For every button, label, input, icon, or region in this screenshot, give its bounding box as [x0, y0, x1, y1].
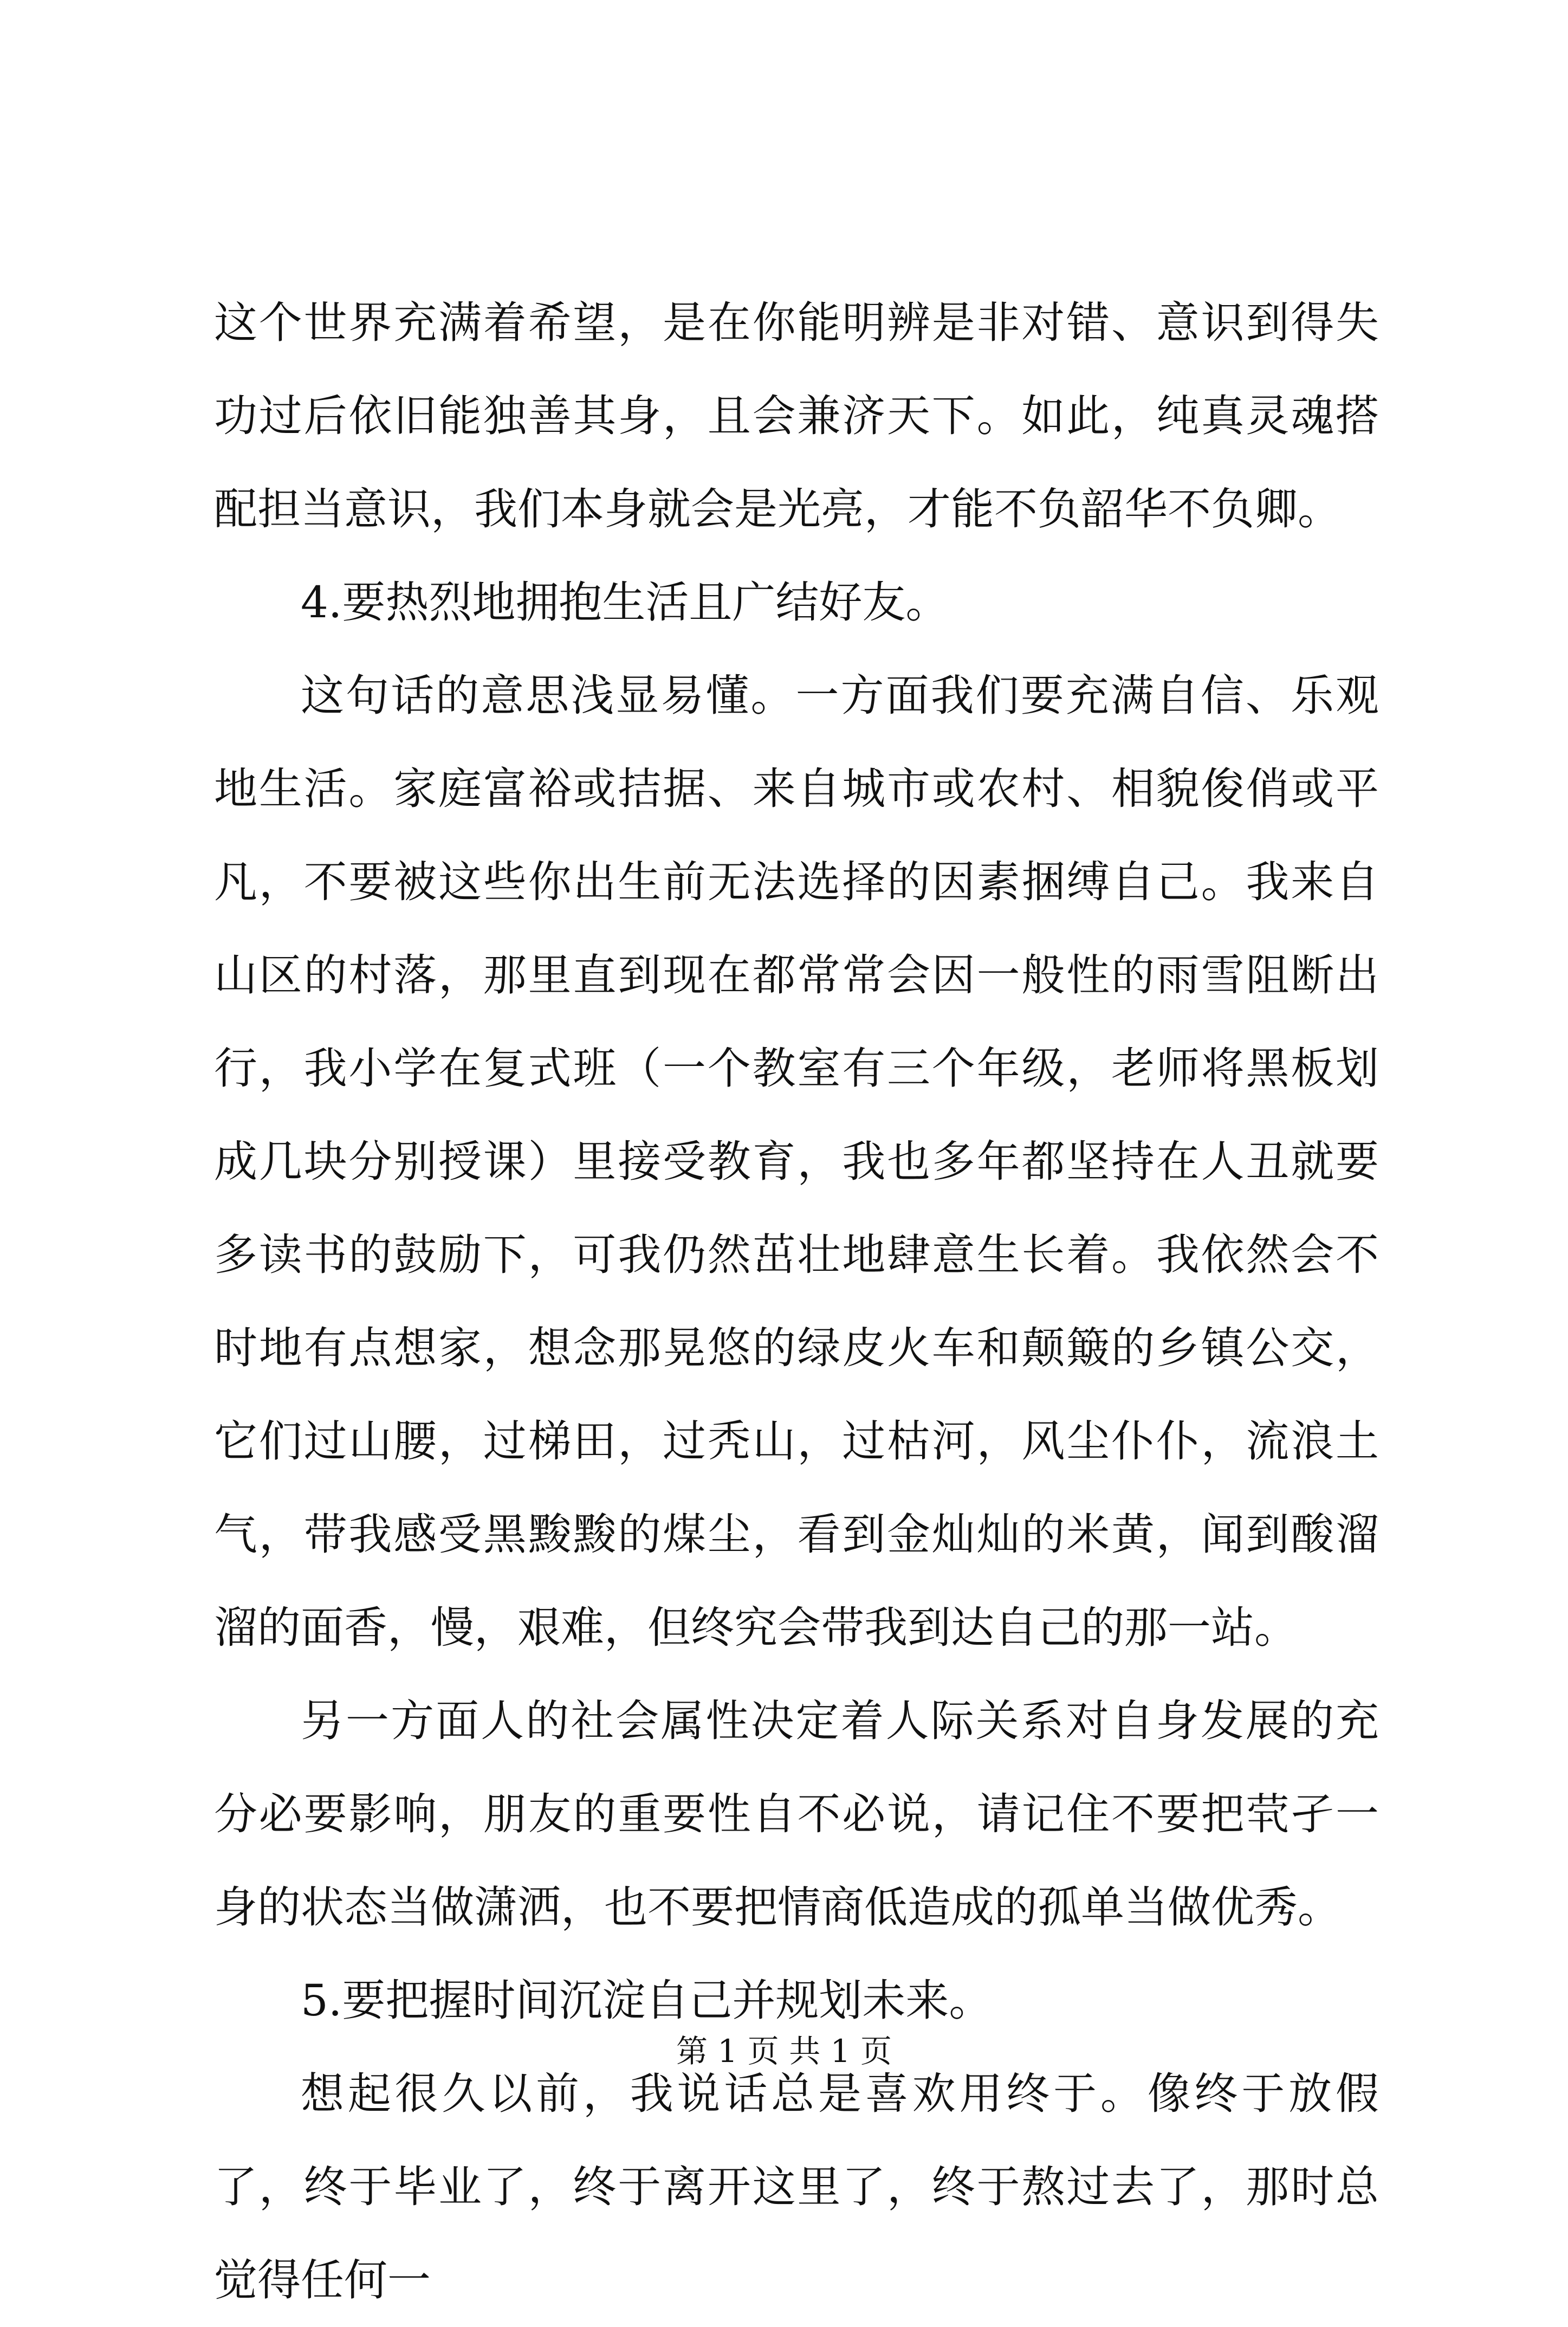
document-body — [214, 276, 1379, 2327]
paragraph-time: 想起很久以前，我说话总是喜欢用终于。像终于放假了，终于毕业了，终于离开这里了，终于熬过去了，那时总觉得任何一 — [214, 2069, 1379, 2305]
page-number-footer: 第 1 页 共 1 页 — [676, 2033, 892, 2070]
heading-item-5: 5.要把握时间沉淀自己并规划未来。 — [301, 1975, 993, 2026]
paragraph-life: 这句话的意思浅显易懂。一方面我们要充满自信、乐观地生活。家庭富裕或拮据、来自城市或农村、相貌俊俏或平凡，不要被这些你出生前无法选择的因素捆缚自己。我来自山区的村落，那里直到现在都常常会因一般性的雨雪阻断出行，我小学在复式班（一个教室有三个年级，老师将黑板划成几块分别授课）里接受教育，我也多年都坚持在人丑就要多读书的鼓励下，可我仍然茁壮地肆意生长着。我依然会不时地有点想家，想念那晃悠的绿皮火车和颠簸的乡镇公交，它们过山腰，过梯田，过秃山，过枯河，风尘仆仆，流浪土气，带我感受黑黢黢的煤尘，看到金灿灿的米黄，闻到酸溜溜的面香，慢，艰难，但终究会带我到达自己的那一站。 — [214, 670, 1379, 1653]
heading-item-4: 4.要热烈地拥抱生活且广结好友。 — [301, 577, 949, 628]
paragraph-continuation: 这个世界充满着希望，是在你能明辨是非对错、意识到得失功过后依旧能独善其身，且会兼济天下。如此，纯真灵魂搭配担当意识，我们本身就会是光亮，才能不负韶华不负卿。 — [214, 298, 1379, 534]
paragraph-friends: 另一方面人的社会属性决定着人际关系对自身发展的充分必要影响，朋友的重要性自不必说，请记住不要把茕孑一身的状态当做潇洒，也不要把情商低造成的孤单当做优秀。 — [214, 1696, 1379, 1932]
